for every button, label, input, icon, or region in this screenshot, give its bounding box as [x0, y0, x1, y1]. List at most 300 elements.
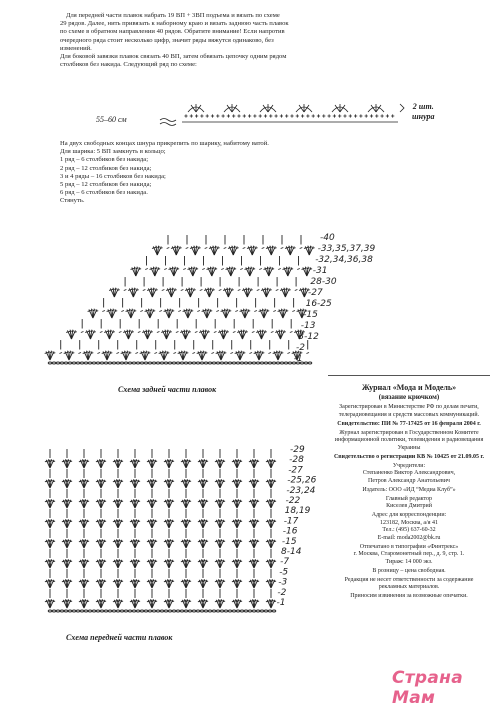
fan-tick: [169, 289, 172, 290]
fan-tick: [200, 480, 203, 481]
fan-tick: [268, 480, 271, 481]
fan-tick: [81, 480, 84, 481]
dc-tick: [135, 353, 138, 354]
fan-tick: [149, 460, 152, 461]
fan-tick: [200, 460, 203, 461]
fan-tick: [104, 352, 107, 353]
dc-tick: [121, 311, 124, 312]
fan-tick: [81, 520, 84, 521]
fan-tick: [98, 600, 101, 601]
fan-tick: [268, 520, 271, 521]
fan-tick: [183, 331, 186, 332]
fan-tick: [47, 600, 50, 601]
fan-tick: [251, 540, 254, 541]
fan-tick: [47, 560, 50, 561]
front-scheme-row-labels: [277, 445, 317, 608]
dc-tick: [178, 311, 181, 312]
fan-tick: [188, 310, 191, 311]
dc-tick: [300, 248, 303, 249]
dc-tick: [257, 290, 260, 291]
fan-tick: [98, 560, 101, 561]
chain-stitch: [172, 362, 176, 364]
chain-stitch: [72, 362, 76, 364]
imprint-rule: [328, 375, 490, 376]
dc-tick: [252, 332, 255, 333]
chain-stitch: [216, 362, 220, 364]
chain-stitch: [80, 362, 84, 364]
fan-tick: [72, 331, 75, 332]
fan-tick: [259, 331, 262, 332]
front-scheme-diagram: [45, 449, 276, 612]
fan-tick: [275, 352, 278, 353]
chain-stitch: [116, 362, 120, 364]
row-label: -33,35,37,39: [317, 244, 376, 254]
fan-tick: [180, 352, 183, 353]
fan-tick: [47, 540, 50, 541]
bracket-mark: [400, 104, 404, 112]
stitch-mark: [211, 114, 214, 117]
stitch-mark: [253, 114, 256, 117]
chain-stitch: [104, 610, 108, 612]
dc-tick: [306, 353, 309, 354]
dc-tick: [145, 269, 148, 270]
stitch-mark: [259, 114, 262, 117]
chain-stitch: [140, 610, 144, 612]
fan-tick: [132, 500, 135, 501]
fan-tick: [47, 580, 50, 581]
fan-tick: [47, 352, 50, 353]
fan-tick: [218, 352, 221, 353]
fan-tick: [217, 600, 220, 601]
fan-tick: [223, 310, 226, 311]
stitch-mark: [190, 114, 193, 117]
chain-stitch: [228, 362, 232, 364]
dc-tick: [124, 290, 127, 291]
dc-tick: [78, 353, 81, 354]
fan-tick: [123, 352, 126, 353]
stitch-mark: [195, 114, 198, 117]
fan-tick: [81, 580, 84, 581]
stitch-mark: [200, 114, 203, 117]
fan-tick: [150, 310, 153, 311]
fan-tick: [167, 331, 170, 332]
chain-stitch: [264, 610, 268, 612]
fan-tick: [188, 289, 191, 290]
chain-stitch: [236, 362, 240, 364]
dc-tick: [281, 248, 284, 249]
chain-stitch: [156, 610, 160, 612]
chain-stitch: [272, 610, 276, 612]
imprint-subtitle: (вязание крючком): [378, 393, 440, 401]
fan-tick: [283, 289, 286, 290]
fan-tick: [132, 540, 135, 541]
fan-tick: [307, 247, 310, 248]
dc-tick: [159, 311, 162, 312]
dc-tick: [138, 332, 141, 333]
fan-tick: [155, 268, 158, 269]
chain-stitch: [188, 610, 192, 612]
fan-tick: [269, 247, 272, 248]
fan-tick: [132, 460, 135, 461]
fan-tick: [234, 520, 237, 521]
dc-tick: [235, 311, 238, 312]
chain-stitch: [64, 610, 68, 612]
fan-tick: [226, 289, 229, 290]
imprint-line: Петров Александр Анатольевич: [368, 477, 450, 484]
chain-stitch: [256, 610, 260, 612]
chain-stitch: [96, 610, 100, 612]
fan-tick: [126, 331, 129, 332]
fan-tick: [264, 310, 267, 311]
intro-line: Для передней части плавок набрать 19 ВП + 3ВП подъема и вязать по схеме: [66, 12, 280, 19]
imprint-line: Издатель: ООО «ИД “Медиа Клуб”»: [362, 486, 456, 493]
fan-tick: [243, 331, 246, 332]
fan-tick: [202, 331, 205, 332]
dc-tick: [162, 290, 165, 291]
chain-stitch: [152, 610, 156, 612]
fan-tick: [200, 580, 203, 581]
imprint-line: Свидетельство о регистрации КВ № 10425 от 21.09.05 г.: [333, 453, 485, 460]
chain-stitch: [112, 362, 116, 364]
row-label: -28: [289, 455, 304, 466]
fan-tick: [304, 268, 307, 269]
fan-tick: [91, 331, 94, 332]
dc-tick: [176, 332, 179, 333]
row-label: -13: [300, 321, 316, 331]
fan-tick: [115, 600, 118, 601]
dc-tick: [243, 248, 246, 249]
dc-tick: [219, 290, 222, 291]
fan-tick: [207, 310, 210, 311]
break-symbol: [160, 119, 176, 122]
chain-stitch: [148, 610, 152, 612]
front-scheme-caption: Схема передней части плавок: [66, 633, 173, 642]
chain-stitch: [64, 362, 68, 364]
fan-tick: [183, 520, 186, 521]
fan-tick: [64, 580, 67, 581]
chain-stitch: [192, 362, 196, 364]
fan-tick: [47, 480, 50, 481]
chain-stitch: [196, 362, 200, 364]
imprint-block: [330, 383, 488, 602]
stitch-mark: [306, 114, 309, 117]
fan-tick: [107, 331, 110, 332]
dc-tick: [273, 311, 276, 312]
chain-stitch: [240, 362, 244, 364]
stitch-mark: [381, 114, 384, 117]
fan-tick: [88, 352, 91, 353]
fan-tick: [166, 580, 169, 581]
dc-tick: [173, 353, 176, 354]
stitch-mark: [343, 114, 346, 117]
fan-tick: [166, 540, 169, 541]
fan-tick: [110, 331, 113, 332]
fan-tick: [174, 268, 177, 269]
row-label: -31: [312, 266, 328, 276]
chain-stitch: [152, 362, 156, 364]
chain-stitch: [92, 362, 96, 364]
fan-tick: [132, 480, 135, 481]
fan-tick: [47, 520, 50, 521]
fan-tick: [185, 310, 188, 311]
fan-tick: [69, 331, 72, 332]
chain-stitch: [172, 610, 176, 612]
intro-line: Для боковой завязки плавок связать 40 ВП, затем обвязать цепочку одним рядом: [60, 53, 287, 61]
chain-stitch: [236, 610, 240, 612]
fan-tick: [266, 289, 269, 290]
fan-tick: [183, 580, 186, 581]
fan-tick: [234, 480, 237, 481]
fan-tick: [126, 352, 129, 353]
stitch-mark: [264, 114, 267, 117]
fan-tick: [212, 247, 215, 248]
fan-tick: [264, 289, 267, 290]
fan-tick: [183, 460, 186, 461]
chain-stitch: [160, 610, 164, 612]
chain-stitch: [200, 610, 204, 612]
imprint-line: Главный редактор: [385, 495, 433, 502]
fan-tick: [157, 247, 160, 248]
fan-tick: [268, 500, 271, 501]
chain-stitch: [120, 610, 124, 612]
fan-tick: [290, 247, 293, 248]
fan-tick: [233, 247, 236, 248]
chain-stitch: [100, 610, 104, 612]
chain-stitch: [56, 362, 60, 364]
chain-stitch: [76, 362, 80, 364]
fan-tick: [171, 268, 174, 269]
chain-stitch: [248, 362, 252, 364]
chain-stitch: [128, 610, 132, 612]
fan-tick: [115, 500, 118, 501]
chain-stitch: [84, 610, 88, 612]
fan-tick: [131, 289, 134, 290]
fan-tick: [174, 247, 177, 248]
intro-line: изменений.: [60, 44, 92, 52]
stitch-mark: [222, 114, 225, 117]
chain-stitch: [144, 362, 148, 364]
back-scheme-caption: Схема задней части плавок: [118, 385, 217, 394]
chain-stitch: [204, 362, 208, 364]
fan-tick: [128, 310, 131, 311]
fan-tick: [81, 500, 84, 501]
chain-stitch: [276, 362, 280, 364]
stitch-mark: [248, 114, 251, 117]
chain-stitch: [232, 610, 236, 612]
stitch-mark: [232, 114, 235, 117]
imprint-line: Отпечатано в типографии «Финтрекс»: [359, 543, 459, 550]
ball-line: Стянуть.: [60, 197, 85, 205]
chain-stitch: [104, 362, 108, 364]
chain-stitch: [288, 362, 292, 364]
chain-stitch: [284, 362, 288, 364]
fan-tick: [64, 480, 67, 481]
fan-tick: [176, 247, 179, 248]
chain-stitch: [224, 362, 228, 364]
fan-tick: [98, 540, 101, 541]
fan-tick: [245, 289, 248, 290]
fan-tick: [200, 520, 203, 521]
fan-tick: [288, 268, 291, 269]
chain-stitch: [248, 610, 252, 612]
chain-stitch: [76, 610, 80, 612]
fan-tick: [195, 247, 198, 248]
imprint-title: Журнал «Мода и Модель»: [361, 383, 457, 392]
fan-tick: [112, 310, 115, 311]
cord-diagram: [160, 104, 404, 126]
chain-stitch: [56, 610, 60, 612]
fan-tick: [217, 460, 220, 461]
chain-stitch: [88, 610, 92, 612]
chain-stitch: [252, 362, 256, 364]
fan-tick: [64, 560, 67, 561]
fan-tick: [250, 247, 253, 248]
fan-tick: [251, 480, 254, 481]
row-label: -5: [279, 567, 289, 578]
fan-tick: [166, 560, 169, 561]
fan-tick: [209, 268, 212, 269]
dc-tick: [287, 353, 290, 354]
dc-tick: [240, 269, 243, 270]
fan-tick: [217, 580, 220, 581]
row-label: -29: [290, 445, 305, 455]
chain-stitch: [136, 362, 140, 364]
dc-tick: [195, 332, 198, 333]
fan-tick: [200, 600, 203, 601]
ball-line: 3 и 4 ряды – 16 столбиков без накида;: [60, 172, 166, 180]
chain-stitch: [180, 610, 184, 612]
fan-tick: [149, 540, 152, 541]
chain-stitch: [220, 362, 224, 364]
cord-stitches: [184, 114, 394, 117]
chain-stitch: [204, 610, 208, 612]
fan-tick: [200, 500, 203, 501]
chain-stitch: [136, 610, 140, 612]
chain-stitch: [124, 362, 128, 364]
fan-tick: [107, 352, 110, 353]
fan-tick: [204, 310, 207, 311]
fan-tick: [132, 560, 135, 561]
stitch-mark: [391, 114, 394, 117]
fan-tick: [251, 500, 254, 501]
stitch-mark: [237, 114, 240, 117]
fan-tick: [166, 480, 169, 481]
dc-tick: [254, 311, 257, 312]
chain-stitch: [200, 362, 204, 364]
cord-picots: [188, 104, 384, 112]
stitch-mark: [365, 114, 368, 117]
fan-tick: [152, 289, 155, 290]
fan-tick: [166, 310, 169, 311]
chain-stitch: [164, 362, 168, 364]
fan-tick: [98, 460, 101, 461]
fan-tick: [115, 580, 118, 581]
fan-tick: [183, 480, 186, 481]
fan-tick: [251, 560, 254, 561]
dc-tick: [102, 311, 105, 312]
fan-tick: [256, 352, 259, 353]
dc-tick: [211, 353, 214, 354]
fan-tick: [240, 352, 243, 353]
chain-stitch: [196, 610, 200, 612]
dc-tick: [292, 311, 295, 312]
fan-tick: [166, 520, 169, 521]
stitch-mark: [386, 114, 389, 117]
chain-stitch: [268, 610, 272, 612]
chain-stitch: [116, 610, 120, 612]
row-label: -15: [303, 310, 318, 320]
fan-tick: [129, 331, 132, 332]
chain-stitch: [216, 610, 220, 612]
chain-stitch: [308, 362, 312, 364]
dc-tick: [276, 290, 279, 291]
dc-tick: [271, 332, 274, 333]
fan-tick: [262, 331, 265, 332]
dc-tick: [97, 353, 100, 354]
fan-tick: [149, 600, 152, 601]
fan-tick: [64, 500, 67, 501]
stitch-mark: [296, 114, 299, 117]
fan-tick: [150, 289, 153, 290]
fan-tick: [166, 600, 169, 601]
row-label: -16: [282, 526, 298, 537]
fan-tick: [226, 310, 229, 311]
fan-tick: [161, 352, 164, 353]
stitch-mark: [216, 114, 219, 117]
dc-tick: [59, 353, 62, 354]
dc-tick: [221, 269, 224, 270]
chain-stitch: [100, 362, 104, 364]
chain-stitch: [140, 362, 144, 364]
fan-tick: [93, 310, 96, 311]
row-label: -2: [277, 587, 287, 598]
stitch-mark: [317, 114, 320, 117]
imprint-line: Тел.: (495) 637-60-32: [382, 527, 436, 533]
fan-tick: [64, 600, 67, 601]
fan-tick: [66, 352, 69, 353]
chain-stitch: [232, 362, 236, 364]
chain-stitch: [280, 362, 284, 364]
imprint-line: Учредители:: [392, 462, 426, 469]
dc-tick: [116, 353, 119, 354]
fan-tick: [149, 580, 152, 581]
chain-stitch: [60, 610, 64, 612]
fan-tick: [280, 310, 283, 311]
chain-stitch: [156, 362, 160, 364]
stitch-mark: [301, 114, 304, 117]
row-label: 28-30: [310, 277, 337, 287]
chain-stitch: [108, 362, 112, 364]
fan-tick: [228, 268, 231, 269]
chain-stitch: [208, 610, 212, 612]
fan-tick: [115, 540, 118, 541]
dc-tick: [143, 290, 146, 291]
chain-stitch: [264, 362, 268, 364]
dc-tick: [262, 248, 265, 249]
fan-tick: [115, 460, 118, 461]
dc-tick: [216, 311, 219, 312]
imprint-line: Степаненко Виктор Александрович,: [362, 470, 456, 476]
fan-tick: [193, 268, 196, 269]
fan-tick: [214, 247, 217, 248]
fan-tick: [247, 289, 250, 290]
fan-tick: [209, 289, 212, 290]
chain-stitch: [228, 610, 232, 612]
dc-tick: [164, 269, 167, 270]
dc-tick: [205, 248, 208, 249]
stitch-mark: [285, 114, 288, 117]
fan-tick: [217, 560, 220, 561]
